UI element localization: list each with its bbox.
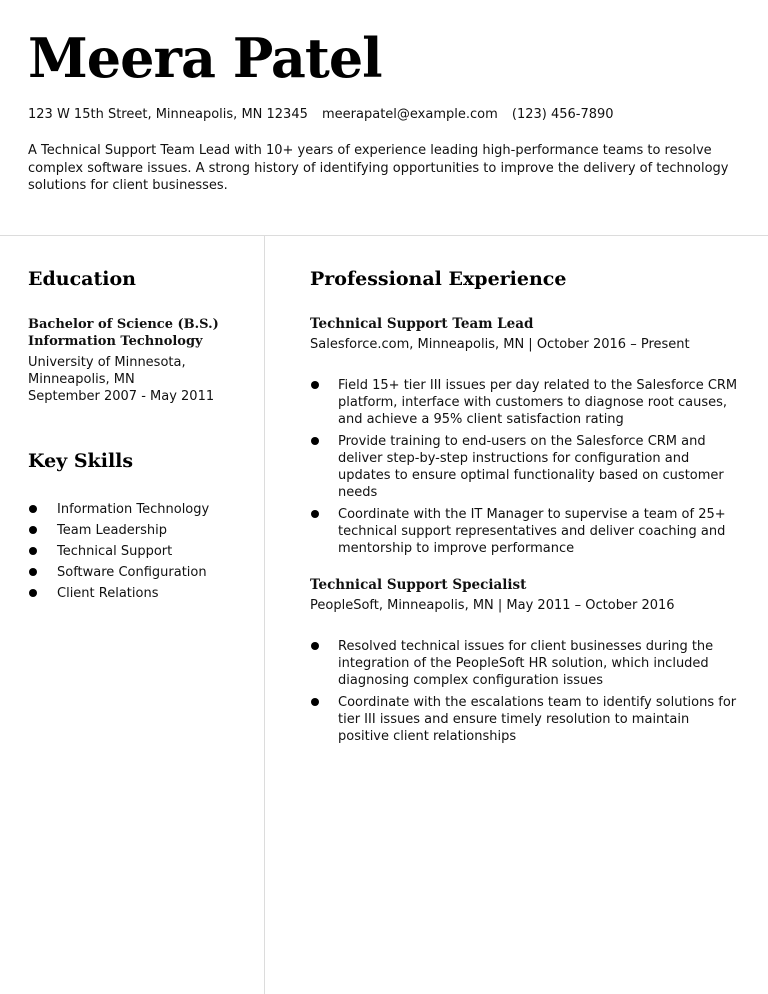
school-name: University of Minnesota, [28,355,186,370]
job-bullet: Coordinate with the escalations team to identify solutions for tier III issues and ensure timely resolution to maintain positive client relationships [310,694,740,745]
contact-address: 123 W 15th Street, Minneapolis, MN 12345 [28,107,308,122]
column-divider [264,236,265,994]
skill-item: Team Leadership [28,522,253,543]
candidate-name: Meera Patel [28,26,382,90]
contact-line [28,106,624,124]
job-bullet: Field 15+ tier III issues per day related to the Salesforce CRM platform, interface with customers to diagnose root causes, and achieve a 95% client satisfaction rating [310,377,740,428]
job-meta: Salesforce.com, Minneapolis, MN | October 2016 – Present [310,337,690,352]
skills-heading: Key Skills [28,450,134,472]
education-entry [28,316,253,405]
contact-phone: (123) 456-7890 [511,107,614,122]
school-location: Minneapolis, MN [28,372,135,387]
job-bullets [310,638,740,750]
job-bullet: Coordinate with the IT Manager to supervise a team of 25+ technical support representatives and deliver coaching and mentorship to improve performance [310,506,740,557]
skill-item: Client Relations [28,585,253,606]
skill-item: Information Technology [28,501,253,522]
job-title: Technical Support Specialist [310,577,527,593]
education-heading: Education [28,268,136,290]
job-entry [310,315,740,354]
job-bullet: Resolved technical issues for client businesses during the integration of the PeopleSoft HR solution, which included diagnosing complex configuration issues [310,638,740,689]
skill-item: Technical Support [28,543,253,564]
job-entry [310,576,740,615]
degree-major: Information Technology [28,334,203,349]
job-bullets [310,377,740,562]
professional-summary: A Technical Support Team Lead with 10+ years of experience leading high-performance teams to resolve complex software issues. A strong history of identifying opportunities to improve the delivery of technology solutions for client businesses. [28,143,729,193]
experience-heading: Professional Experience [310,268,567,290]
job-meta: PeopleSoft, Minneapolis, MN | May 2011 – October 2016 [310,598,675,613]
skill-item: Software Configuration [28,564,253,585]
contact-email: meerapatel@example.com [322,107,498,122]
job-bullet: Provide training to end-users on the Salesforce CRM and deliver step-by-step instructions for configuration and updates to ensure optimal functionality based on customer needs [310,433,740,501]
horizontal-divider [0,235,768,236]
degree-name: Bachelor of Science (B.S.) [28,317,219,332]
job-title: Technical Support Team Lead [310,316,534,332]
education-dates: September 2007 - May 2011 [28,389,215,404]
skills-list [28,501,253,606]
